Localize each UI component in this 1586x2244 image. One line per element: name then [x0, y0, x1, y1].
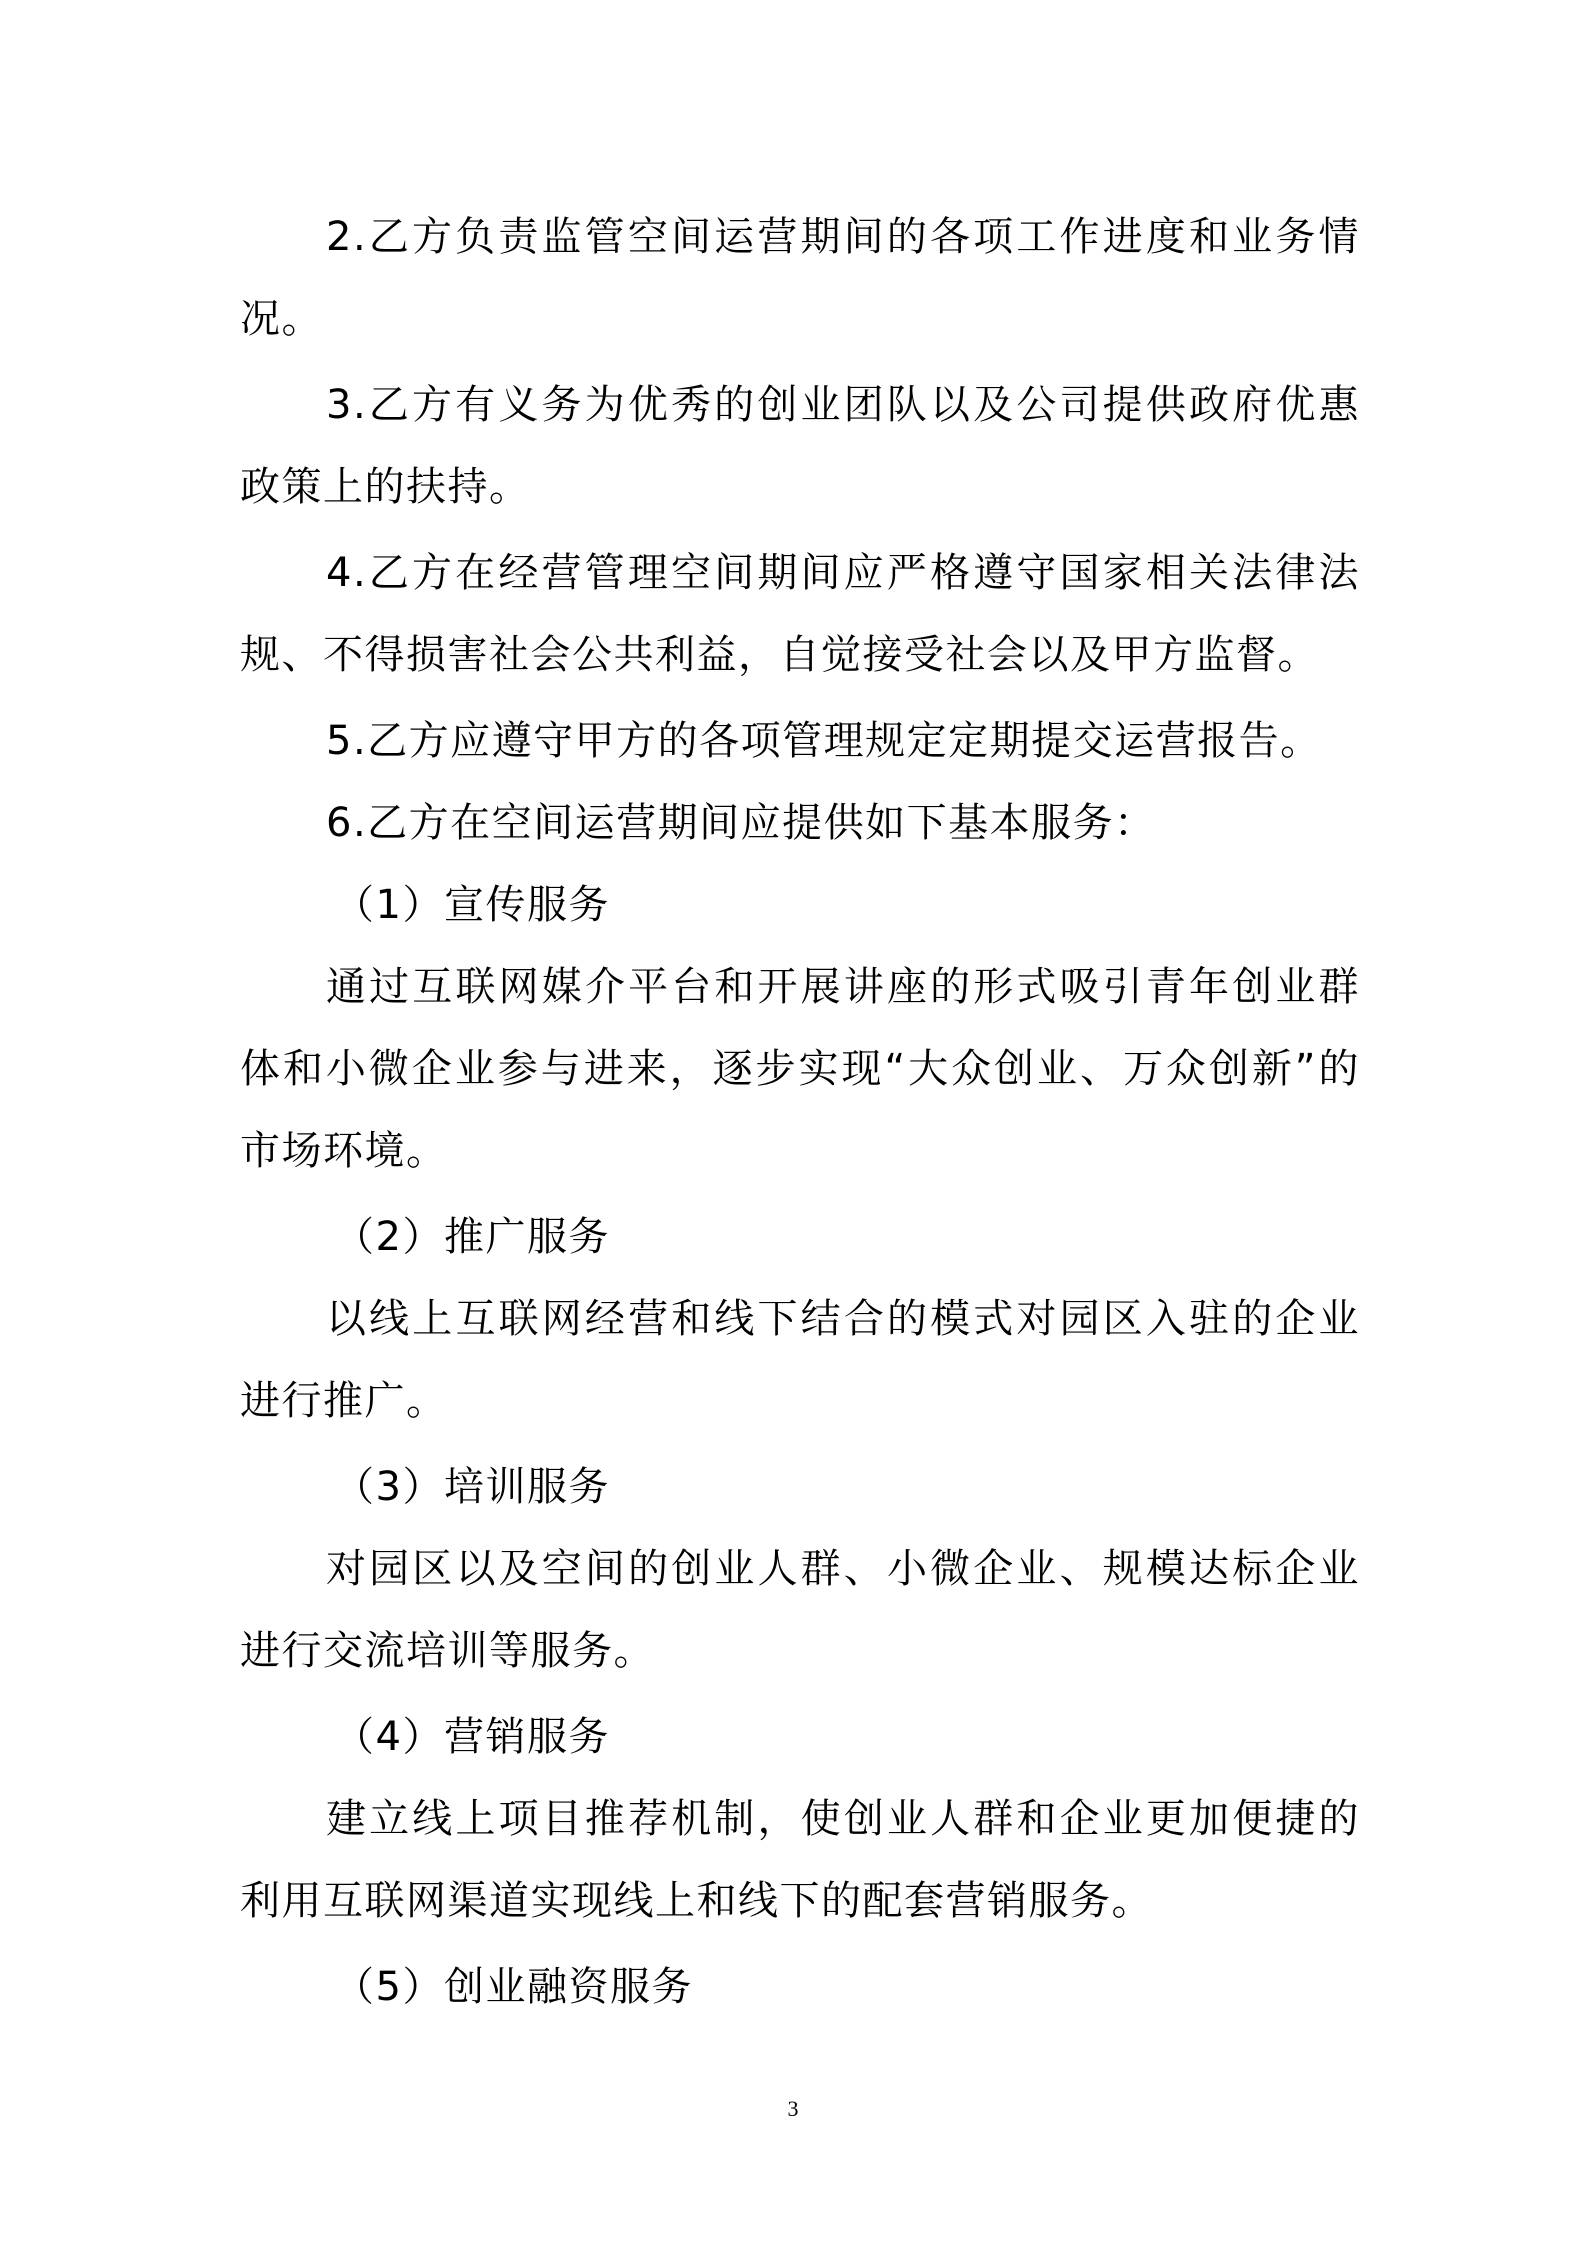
document-body	[240, 196, 1360, 2028]
service-heading-promotion: （2）推广服务	[334, 1214, 610, 1260]
service-heading-publicity: （1）宣传服务	[334, 882, 610, 928]
clause-6: 6.乙方在空间运营期间应提供如下基本服务：	[326, 800, 1156, 846]
service-text-marketing: 建立线上项目推荐机制，使创业人群和企业更加便捷的利用互联网渠道实现线上和线下的配套营销服务。	[240, 1796, 1360, 1924]
service-text-publicity: 通过互联网媒介平台和开展讲座的形式吸引青年创业群体和小微企业参与进来，逐步实现“大众创业、万众创新”的市场环境。	[240, 964, 1360, 1174]
clause-4: 4.乙方在经营管理空间期间应严格遵守国家相关法律法规、不得损害社会公共利益，自觉接受社会以及甲方监督。	[240, 550, 1360, 678]
clause-3: 3.乙方有义务为优秀的创业团队以及公司提供政府优惠政策上的扶持。	[240, 382, 1360, 510]
service-heading-marketing: （4）营销服务	[334, 1714, 610, 1760]
clause-2: 2.乙方负责监管空间运营期间的各项工作进度和业务情况。	[240, 214, 1360, 342]
service-text-training: 对园区以及空间的创业人群、小微企业、规模达标企业进行交流培训等服务。	[240, 1546, 1360, 1674]
service-heading-financing: （5）创业融资服务	[334, 1964, 693, 2010]
page-number: 3	[787, 2096, 799, 2121]
service-text-promotion: 以线上互联网经营和线下结合的模式对园区入驻的企业进行推广。	[240, 1296, 1360, 1424]
clause-5: 5.乙方应遵守甲方的各项管理规定定期提交运营报告。	[326, 718, 1322, 764]
service-heading-training: （3）培训服务	[334, 1464, 610, 1510]
